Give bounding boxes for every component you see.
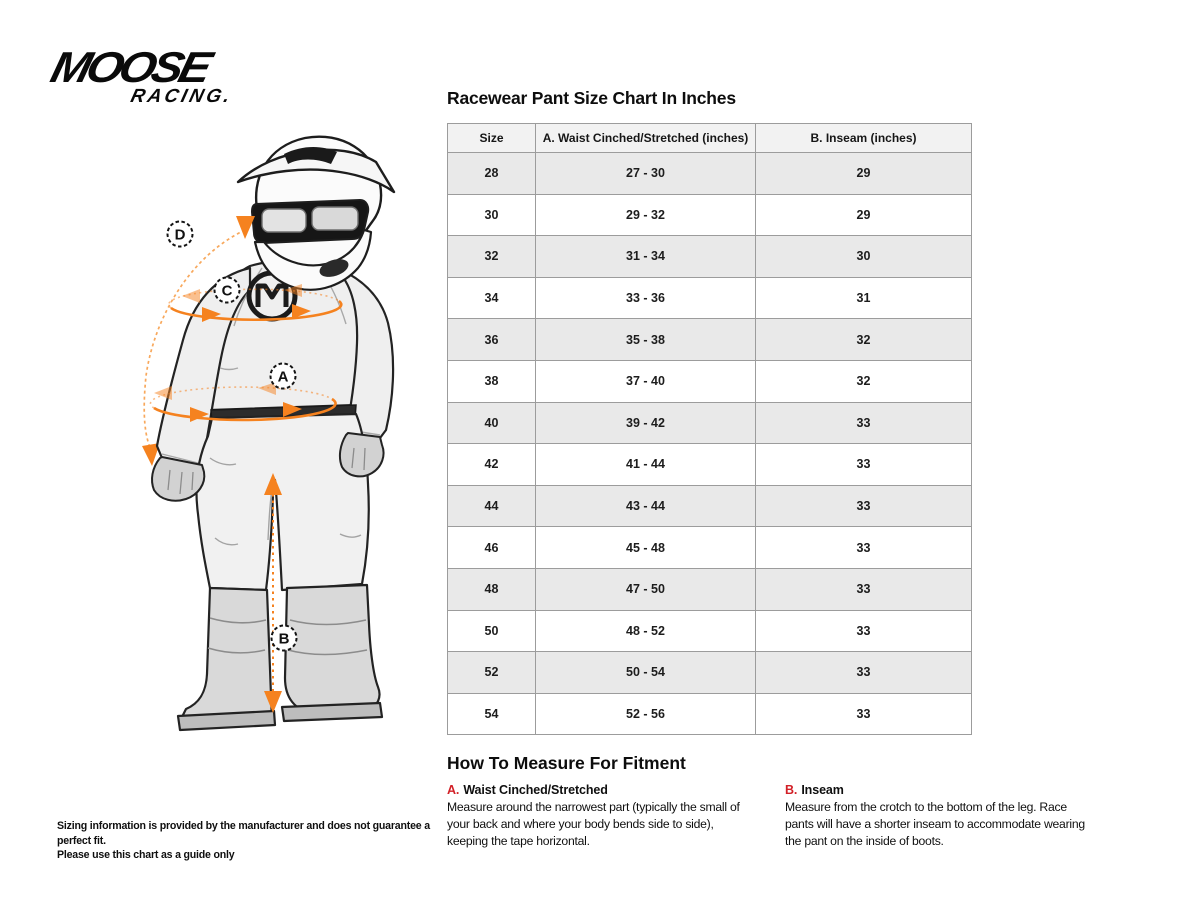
table-cell: 30 (756, 236, 972, 278)
table-cell: 39 - 42 (536, 402, 756, 444)
rider-measurement-diagram (50, 118, 440, 748)
table-cell: 33 (756, 610, 972, 652)
table-cell: 50 (448, 610, 536, 652)
howto-waist (447, 783, 747, 850)
table-cell: 44 (448, 485, 536, 527)
goggle-lens-left (262, 209, 306, 232)
goggle-lens-right (312, 207, 358, 230)
howto-waist-description: Measure around the narrowest part (typically the small of your back and where your body bends side to side), keeping the tape horizontal. (447, 800, 740, 849)
logo-wordmark: MOOSE (46, 42, 214, 92)
table-cell: 32 (756, 360, 972, 402)
table-cell: 31 - 34 (536, 236, 756, 278)
howto-section (447, 753, 1095, 850)
howto-inseam-name: Inseam (801, 783, 844, 797)
disclaimer-line1: Sizing information is provided by the manufacturer and does not guarantee a perfect fit. (57, 820, 430, 847)
howto-waist-heading (447, 783, 747, 797)
table-row (448, 319, 972, 361)
svg-text:B: B (278, 630, 290, 648)
table-cell: 33 (756, 444, 972, 486)
table-cell: 48 - 52 (536, 610, 756, 652)
table-cell: 33 (756, 485, 972, 527)
table-row (448, 568, 972, 610)
table-cell: 32 (756, 319, 972, 361)
marker-c (215, 278, 240, 303)
disclaimer (57, 819, 437, 863)
table-cell: 43 - 44 (536, 485, 756, 527)
table-cell: 48 (448, 568, 536, 610)
table-cell: 33 - 36 (536, 277, 756, 319)
table-cell: 37 - 40 (536, 360, 756, 402)
table-cell: 33 (756, 402, 972, 444)
table-cell: 45 - 48 (536, 527, 756, 569)
marker-d (168, 222, 193, 247)
shoulder-arrow (236, 216, 255, 239)
table-header-row (448, 124, 972, 153)
howto-waist-name: Waist Cinched/Stretched (463, 783, 608, 797)
table-row (448, 693, 972, 735)
table-cell: 42 (448, 444, 536, 486)
right-glove (340, 433, 384, 476)
table-cell: 33 (756, 693, 972, 735)
howto-inseam-description: Measure from the crotch to the bottom of the leg. Race pants will have a shorter inseam to accommodate wearing the pant on the inside of boots. (785, 800, 1085, 849)
col-header-size: Size (448, 124, 536, 153)
table-cell: 28 (448, 153, 536, 195)
right-boot (285, 585, 380, 713)
right-sole (282, 703, 382, 721)
howto-title: How To Measure For Fitment (447, 753, 686, 773)
table-cell: 31 (756, 277, 972, 319)
table-cell: 29 (756, 194, 972, 236)
logo-subtext: RACING. (128, 86, 235, 108)
size-table (447, 123, 972, 735)
howto-inseam-heading (785, 783, 1095, 797)
table-row (448, 360, 972, 402)
marker-a (271, 364, 296, 389)
table-cell: 33 (756, 527, 972, 569)
table-row (448, 402, 972, 444)
table-cell: 34 (448, 277, 536, 319)
table-cell: 36 (448, 319, 536, 361)
howto-waist-letter: A. (447, 783, 460, 797)
disclaimer-line2: Please use this chart as a guide only (57, 849, 235, 862)
howto-inseam (785, 783, 1095, 850)
table-cell: 52 - 56 (536, 693, 756, 735)
table-row (448, 194, 972, 236)
left-glove (152, 457, 204, 501)
table-cell: 46 (448, 527, 536, 569)
table-cell: 52 (448, 652, 536, 694)
marker-b (272, 626, 297, 651)
svg-text:D: D (174, 226, 186, 244)
boots (178, 585, 382, 730)
table-cell: 29 (756, 153, 972, 195)
table-cell: 32 (448, 236, 536, 278)
table-cell: 30 (448, 194, 536, 236)
table-cell: 33 (756, 652, 972, 694)
table-cell: 40 (448, 402, 536, 444)
table-row (448, 610, 972, 652)
svg-text:A: A (277, 368, 289, 386)
size-chart-section (447, 88, 971, 735)
table-cell: 50 - 54 (536, 652, 756, 694)
table-cell: 38 (448, 360, 536, 402)
table-cell: 29 - 32 (536, 194, 756, 236)
svg-text:C: C (221, 282, 233, 300)
table-row (448, 527, 972, 569)
table-row (448, 485, 972, 527)
table-row (448, 444, 972, 486)
table-row (448, 652, 972, 694)
left-boot (181, 588, 272, 726)
table-row (448, 277, 972, 319)
howto-inseam-letter: B. (785, 783, 798, 797)
moose-racing-logo (46, 42, 267, 108)
table-row (448, 153, 972, 195)
table-row (448, 236, 972, 278)
col-header-waist: A. Waist Cinched/Stretched (inches) (536, 124, 756, 153)
table-cell: 54 (448, 693, 536, 735)
table-title: Racewear Pant Size Chart In Inches (447, 88, 736, 108)
table-cell: 35 - 38 (536, 319, 756, 361)
table-cell: 47 - 50 (536, 568, 756, 610)
table-cell: 41 - 44 (536, 444, 756, 486)
col-header-inseam: B. Inseam (inches) (756, 124, 972, 153)
table-cell: 33 (756, 568, 972, 610)
table-cell: 27 - 30 (536, 153, 756, 195)
